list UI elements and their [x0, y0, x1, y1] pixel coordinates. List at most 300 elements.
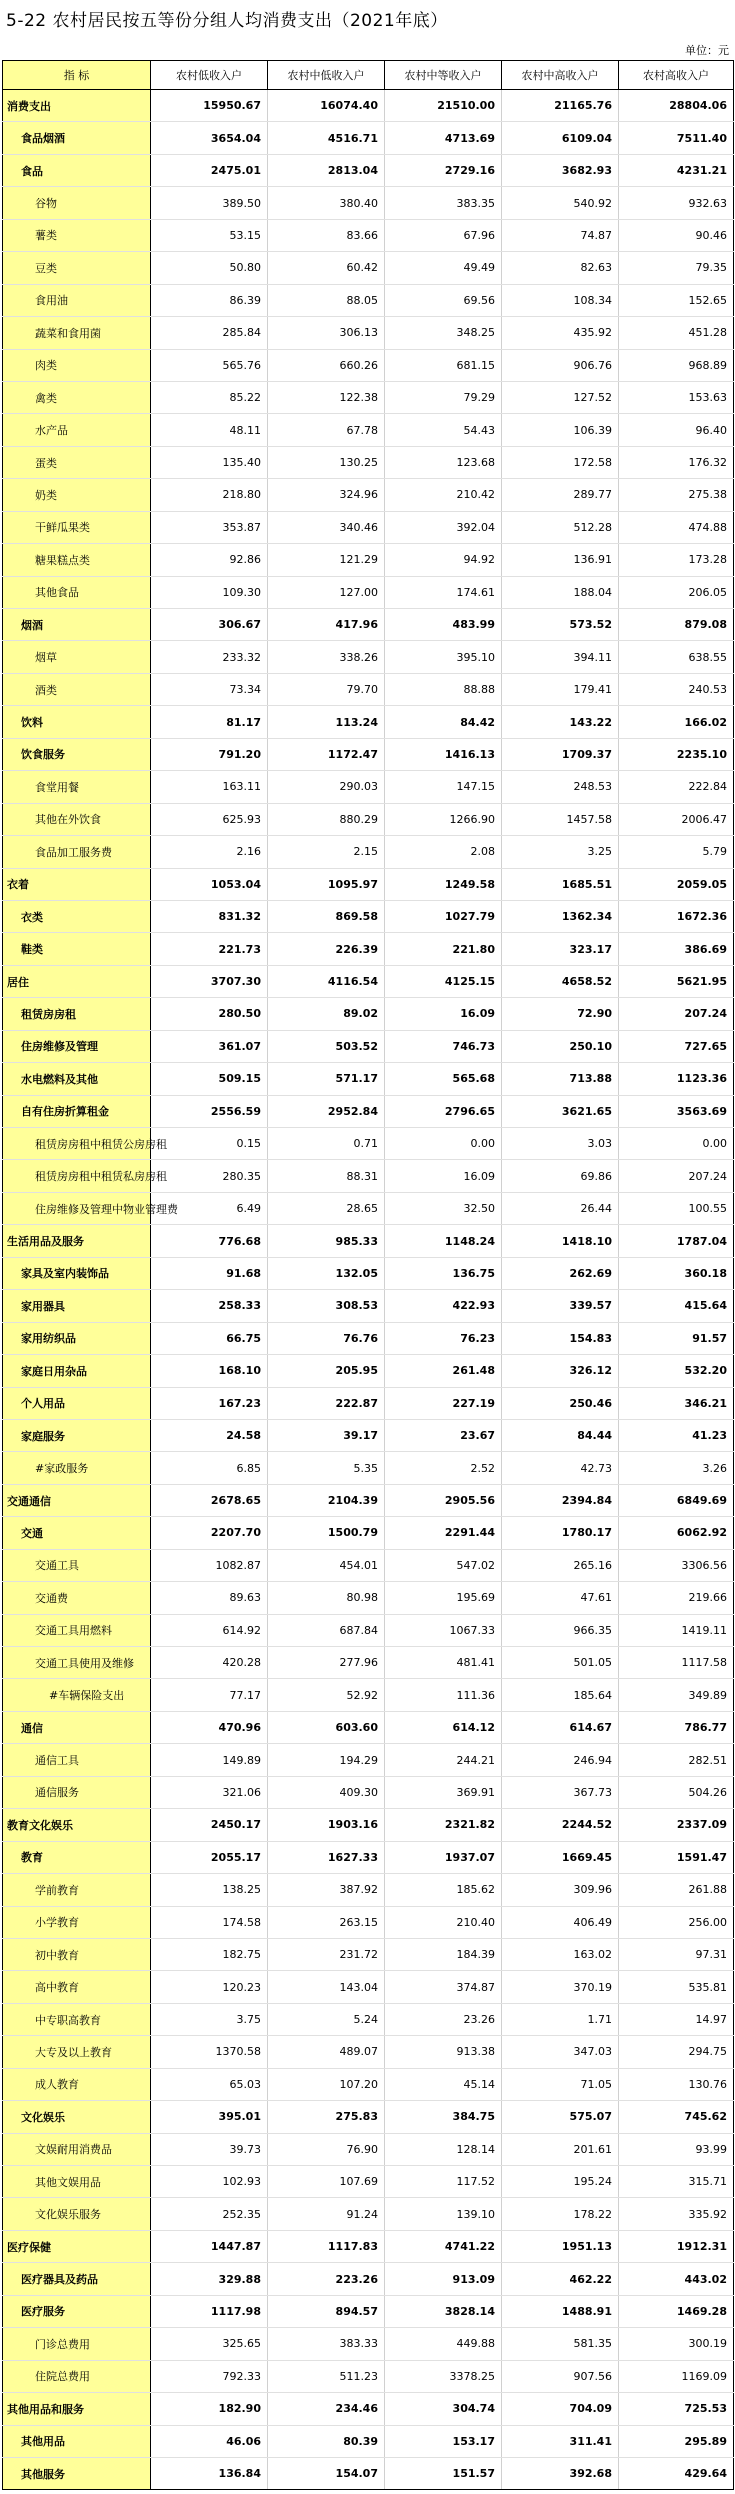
value-cell: 389.50: [151, 187, 268, 219]
value-cell: 153.63: [619, 381, 734, 413]
value-cell: 96.40: [619, 414, 734, 446]
value-cell: 3828.14: [385, 2295, 502, 2327]
value-cell: 786.77: [619, 1711, 734, 1743]
value-cell: 65.03: [151, 2068, 268, 2100]
row-label: 家用器具: [3, 1290, 151, 1322]
value-cell: 308.53: [268, 1290, 385, 1322]
table-row: [3, 933, 734, 965]
table-row: [3, 1776, 734, 1808]
value-cell: 386.69: [619, 933, 734, 965]
header-upper-middle-income: 农村中高收入户: [502, 61, 619, 90]
value-cell: 1148.24: [385, 1225, 502, 1257]
value-cell: 32.50: [385, 1192, 502, 1224]
value-cell: 392.68: [502, 2457, 619, 2489]
value-cell: 511.23: [268, 2360, 385, 2392]
value-cell: 4125.15: [385, 965, 502, 997]
value-cell: 76.23: [385, 1322, 502, 1354]
table-row: [3, 576, 734, 608]
value-cell: 28804.06: [619, 90, 734, 122]
value-cell: 83.66: [268, 219, 385, 251]
value-cell: 48.11: [151, 414, 268, 446]
row-label: 文娱耐用消费品: [3, 2133, 151, 2165]
value-cell: 348.25: [385, 317, 502, 349]
row-label: 学前教育: [3, 1874, 151, 1906]
value-cell: 329.88: [151, 2263, 268, 2295]
table-row: [3, 1744, 734, 1776]
value-cell: 638.55: [619, 641, 734, 673]
value-cell: 3.03: [502, 1128, 619, 1160]
table-row: [3, 1906, 734, 1938]
value-cell: 149.89: [151, 1744, 268, 1776]
table-row: [3, 511, 734, 543]
value-cell: 21510.00: [385, 90, 502, 122]
value-cell: 261.88: [619, 1874, 734, 1906]
table-row: [3, 2036, 734, 2068]
table-row: [3, 803, 734, 835]
value-cell: 547.02: [385, 1549, 502, 1581]
value-cell: 481.41: [385, 1647, 502, 1679]
value-cell: 81.17: [151, 706, 268, 738]
value-cell: 74.87: [502, 219, 619, 251]
table-row: [3, 1257, 734, 1289]
value-cell: 406.49: [502, 1906, 619, 1938]
value-cell: 3707.30: [151, 965, 268, 997]
value-cell: 194.29: [268, 1744, 385, 1776]
value-cell: 85.22: [151, 381, 268, 413]
value-cell: 6062.92: [619, 1517, 734, 1549]
table-row: [3, 1128, 734, 1160]
table-row: [3, 544, 734, 576]
table-row: [3, 90, 734, 122]
value-cell: 14.97: [619, 2003, 734, 2035]
row-label: 其他服务: [3, 2457, 151, 2489]
value-cell: 1362.34: [502, 900, 619, 932]
value-cell: 210.40: [385, 1906, 502, 1938]
value-cell: 1447.87: [151, 2230, 268, 2262]
value-cell: 97.31: [619, 1938, 734, 1970]
value-cell: 504.26: [619, 1776, 734, 1808]
value-cell: 879.08: [619, 609, 734, 641]
value-cell: 361.07: [151, 1030, 268, 1062]
value-cell: 451.28: [619, 317, 734, 349]
value-cell: 89.02: [268, 998, 385, 1030]
value-cell: 503.52: [268, 1030, 385, 1062]
value-cell: 2055.17: [151, 1841, 268, 1873]
value-cell: 2207.70: [151, 1517, 268, 1549]
row-label: 成人教育: [3, 2068, 151, 2100]
value-cell: 206.05: [619, 576, 734, 608]
value-cell: 1591.47: [619, 1841, 734, 1873]
table-row: [3, 2360, 734, 2392]
value-cell: 176.32: [619, 446, 734, 478]
table-row: [3, 1938, 734, 1970]
value-cell: 614.67: [502, 1711, 619, 1743]
value-cell: 139.10: [385, 2198, 502, 2230]
value-cell: 2729.16: [385, 154, 502, 186]
row-label: 住院总费用: [3, 2360, 151, 2392]
row-label: 蛋类: [3, 446, 151, 478]
table-row: [3, 1647, 734, 1679]
value-cell: 154.07: [268, 2457, 385, 2489]
row-label: 其他文娱用品: [3, 2166, 151, 2198]
value-cell: 422.93: [385, 1290, 502, 1322]
row-label: 家具及室内装饰品: [3, 1257, 151, 1289]
value-cell: 4231.21: [619, 154, 734, 186]
value-cell: 256.00: [619, 1906, 734, 1938]
row-label: 教育: [3, 1841, 151, 1873]
row-label: 食品烟酒: [3, 122, 151, 154]
value-cell: 509.15: [151, 1063, 268, 1095]
table-row: [3, 2457, 734, 2489]
value-cell: 966.35: [502, 1614, 619, 1646]
value-cell: 289.77: [502, 479, 619, 511]
value-cell: 1249.58: [385, 868, 502, 900]
value-cell: 0.71: [268, 1128, 385, 1160]
value-cell: 221.73: [151, 933, 268, 965]
row-label: 家庭日用杂品: [3, 1355, 151, 1387]
value-cell: 2450.17: [151, 1809, 268, 1841]
value-cell: 294.75: [619, 2036, 734, 2068]
value-cell: 1418.10: [502, 1225, 619, 1257]
value-cell: 1500.79: [268, 1517, 385, 1549]
table-row: [3, 2230, 734, 2262]
value-cell: 46.06: [151, 2425, 268, 2457]
value-cell: 324.96: [268, 479, 385, 511]
value-cell: 233.32: [151, 641, 268, 673]
value-cell: 0.00: [385, 1128, 502, 1160]
value-cell: 16.09: [385, 1160, 502, 1192]
table-row: [3, 1225, 734, 1257]
row-label: 初中教育: [3, 1938, 151, 1970]
row-label: 住房维修及管理中物业管理费: [3, 1192, 151, 1224]
table-row: [3, 965, 734, 997]
row-label: 医疗保健: [3, 2230, 151, 2262]
value-cell: 147.15: [385, 771, 502, 803]
value-cell: 2796.65: [385, 1095, 502, 1127]
value-cell: 207.24: [619, 998, 734, 1030]
value-cell: 201.61: [502, 2133, 619, 2165]
value-cell: 73.34: [151, 673, 268, 705]
table-row: [3, 609, 734, 641]
value-cell: 88.05: [268, 284, 385, 316]
value-cell: 304.74: [385, 2393, 502, 2425]
value-cell: 93.99: [619, 2133, 734, 2165]
value-cell: 107.69: [268, 2166, 385, 2198]
value-cell: 2321.82: [385, 1809, 502, 1841]
value-cell: 869.58: [268, 900, 385, 932]
row-label: 鞋类: [3, 933, 151, 965]
value-cell: 1172.47: [268, 738, 385, 770]
value-cell: 1117.98: [151, 2295, 268, 2327]
value-cell: 219.66: [619, 1582, 734, 1614]
value-cell: 1627.33: [268, 1841, 385, 1873]
value-cell: 687.84: [268, 1614, 385, 1646]
row-label: 租赁房房租中租赁私房房租: [3, 1160, 151, 1192]
value-cell: 483.99: [385, 609, 502, 641]
value-cell: 429.64: [619, 2457, 734, 2489]
row-label: 大专及以上教育: [3, 2036, 151, 2068]
row-label: 其他用品和服务: [3, 2393, 151, 2425]
value-cell: 349.89: [619, 1679, 734, 1711]
value-cell: 111.36: [385, 1679, 502, 1711]
value-cell: 2104.39: [268, 1484, 385, 1516]
value-cell: 84.44: [502, 1419, 619, 1451]
table-row: [3, 706, 734, 738]
row-label: #家政服务: [3, 1452, 151, 1484]
value-cell: 2813.04: [268, 154, 385, 186]
value-cell: 163.02: [502, 1938, 619, 1970]
value-cell: 2475.01: [151, 154, 268, 186]
header-middle-income: 农村中等收入户: [385, 61, 502, 90]
value-cell: 443.02: [619, 2263, 734, 2295]
value-cell: 42.73: [502, 1452, 619, 1484]
value-cell: 280.50: [151, 998, 268, 1030]
table-row: [3, 1711, 734, 1743]
row-label: 薯类: [3, 219, 151, 251]
value-cell: 168.10: [151, 1355, 268, 1387]
table-row: [3, 122, 734, 154]
row-label: 其他用品: [3, 2425, 151, 2457]
value-cell: 166.02: [619, 706, 734, 738]
statistics-table: [2, 60, 734, 2490]
value-cell: 185.62: [385, 1874, 502, 1906]
value-cell: 420.28: [151, 1647, 268, 1679]
value-cell: 275.38: [619, 479, 734, 511]
value-cell: 2006.47: [619, 803, 734, 835]
header-high-income: 农村高收入户: [619, 61, 734, 90]
value-cell: 240.53: [619, 673, 734, 705]
row-label: 自有住房折算租金: [3, 1095, 151, 1127]
value-cell: 76.76: [268, 1322, 385, 1354]
value-cell: 45.14: [385, 2068, 502, 2100]
value-cell: 227.19: [385, 1387, 502, 1419]
row-label: 糖果糕点类: [3, 544, 151, 576]
value-cell: 120.23: [151, 1971, 268, 2003]
value-cell: 143.22: [502, 706, 619, 738]
table-row: [3, 446, 734, 478]
value-cell: 77.17: [151, 1679, 268, 1711]
row-label: 通信: [3, 1711, 151, 1743]
value-cell: 122.38: [268, 381, 385, 413]
value-cell: 5.79: [619, 836, 734, 868]
value-cell: 746.73: [385, 1030, 502, 1062]
value-cell: 383.35: [385, 187, 502, 219]
value-cell: 172.58: [502, 446, 619, 478]
value-cell: 173.28: [619, 544, 734, 576]
value-cell: 94.92: [385, 544, 502, 576]
value-cell: 261.48: [385, 1355, 502, 1387]
table-row: [3, 2003, 734, 2035]
row-label: 其他在外饮食: [3, 803, 151, 835]
value-cell: 154.83: [502, 1322, 619, 1354]
table-row: [3, 1322, 734, 1354]
value-cell: 1416.13: [385, 738, 502, 770]
row-label: 肉类: [3, 349, 151, 381]
value-cell: 501.05: [502, 1647, 619, 1679]
value-cell: 370.19: [502, 1971, 619, 2003]
table-row: [3, 1063, 734, 1095]
value-cell: 575.07: [502, 2101, 619, 2133]
value-cell: 135.40: [151, 446, 268, 478]
value-cell: 1123.36: [619, 1063, 734, 1095]
value-cell: 338.26: [268, 641, 385, 673]
value-cell: 392.04: [385, 511, 502, 543]
value-cell: 3621.65: [502, 1095, 619, 1127]
value-cell: 82.63: [502, 252, 619, 284]
table-row: [3, 868, 734, 900]
value-cell: 49.49: [385, 252, 502, 284]
value-cell: 470.96: [151, 1711, 268, 1743]
value-cell: 1488.91: [502, 2295, 619, 2327]
value-cell: 2.52: [385, 1452, 502, 1484]
table-row: [3, 771, 734, 803]
value-cell: 91.24: [268, 2198, 385, 2230]
row-label: 小学教育: [3, 1906, 151, 1938]
value-cell: 167.23: [151, 1387, 268, 1419]
value-cell: 571.17: [268, 1063, 385, 1095]
value-cell: 92.86: [151, 544, 268, 576]
row-label: 其他食品: [3, 576, 151, 608]
table-row: [3, 2263, 734, 2295]
row-label: 租赁房房租: [3, 998, 151, 1030]
value-cell: 188.04: [502, 576, 619, 608]
value-cell: 2.15: [268, 836, 385, 868]
table-row: [3, 1679, 734, 1711]
value-cell: 153.17: [385, 2425, 502, 2457]
row-label: 医疗器具及药品: [3, 2263, 151, 2295]
table-row: [3, 284, 734, 316]
value-cell: 4658.52: [502, 965, 619, 997]
row-label: 酒类: [3, 673, 151, 705]
value-cell: 222.84: [619, 771, 734, 803]
table-row: [3, 673, 734, 705]
value-cell: 210.42: [385, 479, 502, 511]
table-row: [3, 2393, 734, 2425]
row-label: 烟草: [3, 641, 151, 673]
table-row: [3, 219, 734, 251]
row-label: 衣类: [3, 900, 151, 932]
value-cell: 384.75: [385, 2101, 502, 2133]
value-cell: 163.11: [151, 771, 268, 803]
value-cell: 86.39: [151, 284, 268, 316]
value-cell: 4741.22: [385, 2230, 502, 2262]
value-cell: 383.33: [268, 2328, 385, 2360]
row-label: 高中教育: [3, 1971, 151, 2003]
table-row: [3, 2295, 734, 2327]
value-cell: 66.75: [151, 1322, 268, 1354]
value-cell: 179.41: [502, 673, 619, 705]
value-cell: 831.32: [151, 900, 268, 932]
row-label: 通信服务: [3, 1776, 151, 1808]
value-cell: 108.34: [502, 284, 619, 316]
value-cell: 1685.51: [502, 868, 619, 900]
value-cell: 79.35: [619, 252, 734, 284]
value-cell: 207.24: [619, 1160, 734, 1192]
value-cell: 174.58: [151, 1906, 268, 1938]
table-row: [3, 187, 734, 219]
value-cell: 6849.69: [619, 1484, 734, 1516]
table-row: [3, 381, 734, 413]
table-row: [3, 1192, 734, 1224]
value-cell: 326.12: [502, 1355, 619, 1387]
value-cell: 107.20: [268, 2068, 385, 2100]
value-cell: 3654.04: [151, 122, 268, 154]
value-cell: 248.53: [502, 771, 619, 803]
value-cell: 53.15: [151, 219, 268, 251]
value-cell: 2337.09: [619, 1809, 734, 1841]
value-cell: 282.51: [619, 1744, 734, 1776]
value-cell: 1912.31: [619, 2230, 734, 2262]
value-cell: 295.89: [619, 2425, 734, 2457]
value-cell: 182.90: [151, 2393, 268, 2425]
table-row: [3, 1809, 734, 1841]
row-label: 奶类: [3, 479, 151, 511]
value-cell: 907.56: [502, 2360, 619, 2392]
value-cell: 335.92: [619, 2198, 734, 2230]
value-cell: 2394.84: [502, 1484, 619, 1516]
table-row: [3, 1290, 734, 1322]
value-cell: 1709.37: [502, 738, 619, 770]
table-row: [3, 738, 734, 770]
table-row: [3, 479, 734, 511]
value-cell: 535.81: [619, 1971, 734, 2003]
value-cell: 394.11: [502, 641, 619, 673]
value-cell: 1419.11: [619, 1614, 734, 1646]
value-cell: 906.76: [502, 349, 619, 381]
row-label: 家用纺织品: [3, 1322, 151, 1354]
value-cell: 69.86: [502, 1160, 619, 1192]
value-cell: 449.88: [385, 2328, 502, 2360]
value-cell: 614.12: [385, 1711, 502, 1743]
value-cell: 4713.69: [385, 122, 502, 154]
value-cell: 727.65: [619, 1030, 734, 1062]
value-cell: 5.24: [268, 2003, 385, 2035]
value-cell: 4116.54: [268, 965, 385, 997]
value-cell: 1266.90: [385, 803, 502, 835]
table-row: [3, 1517, 734, 1549]
value-cell: 2291.44: [385, 1517, 502, 1549]
row-label: 门诊总费用: [3, 2328, 151, 2360]
table-row: [3, 349, 734, 381]
value-cell: 136.91: [502, 544, 619, 576]
value-cell: 221.80: [385, 933, 502, 965]
value-cell: 80.98: [268, 1582, 385, 1614]
table-row: [3, 2425, 734, 2457]
value-cell: 1469.28: [619, 2295, 734, 2327]
value-cell: 540.92: [502, 187, 619, 219]
row-label: 水产品: [3, 414, 151, 446]
value-cell: 894.57: [268, 2295, 385, 2327]
value-cell: 88.31: [268, 1160, 385, 1192]
row-label: 食用油: [3, 284, 151, 316]
row-label: 食品: [3, 154, 151, 186]
value-cell: 581.35: [502, 2328, 619, 2360]
row-label: 医疗服务: [3, 2295, 151, 2327]
table-row: [3, 1971, 734, 2003]
row-label: 谷物: [3, 187, 151, 219]
value-cell: 1457.58: [502, 803, 619, 835]
value-cell: 1117.83: [268, 2230, 385, 2262]
value-cell: 39.73: [151, 2133, 268, 2165]
value-cell: 4516.71: [268, 122, 385, 154]
value-cell: 123.68: [385, 446, 502, 478]
value-cell: 323.17: [502, 933, 619, 965]
value-cell: 395.01: [151, 2101, 268, 2133]
table-row: [3, 1452, 734, 1484]
value-cell: 1370.58: [151, 2036, 268, 2068]
row-label: 食堂用餐: [3, 771, 151, 803]
value-cell: 1669.45: [502, 1841, 619, 1873]
